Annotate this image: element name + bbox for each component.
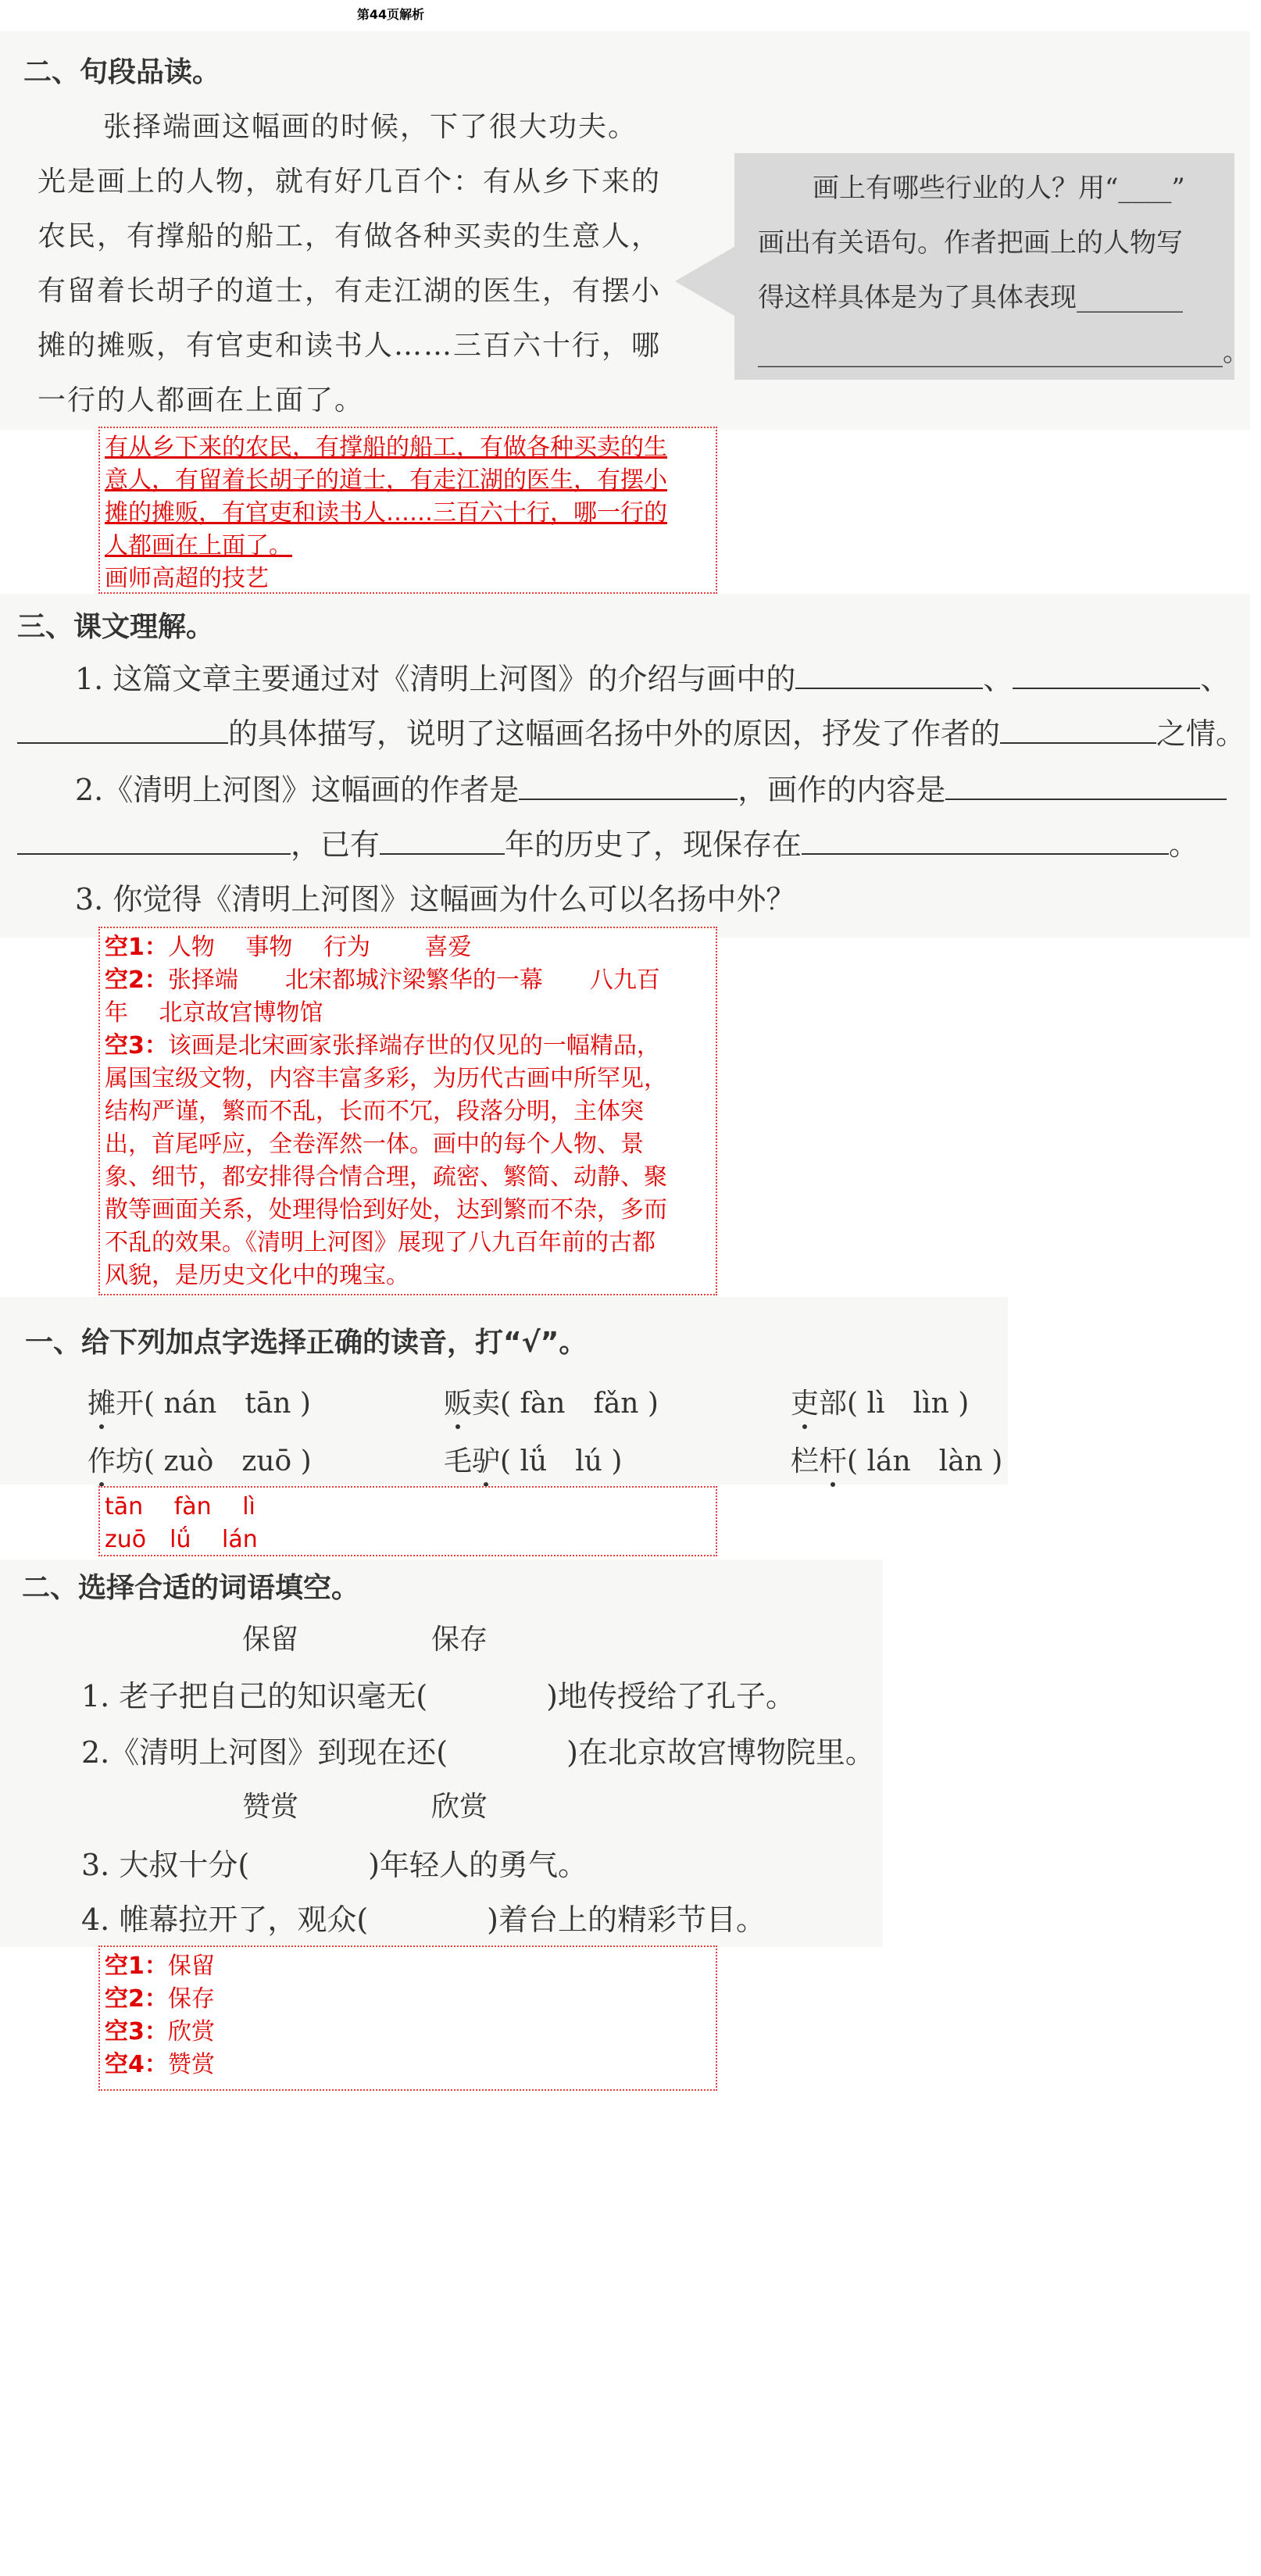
dotted-char: 贩 xyxy=(444,1388,473,1420)
answer-3-cont: 出，首尾呼应，全卷浑然一体。画中的每个人物、景 xyxy=(105,1131,644,1158)
answer-4 xyxy=(105,2049,711,2081)
page-title: 第44页解析 xyxy=(356,7,425,22)
words-answer-box xyxy=(98,1945,717,2091)
q2-blank-2[interactable] xyxy=(945,772,1227,800)
dotted-char: 摊 xyxy=(88,1388,116,1420)
answer-3-cont: 属国宝级文物，内容丰富多彩，为历代古画中所罕见， xyxy=(105,1065,667,1092)
pinyin-options: ( zuò zuō ) xyxy=(144,1445,312,1477)
pinyin-answer-box xyxy=(98,1486,717,1556)
q1-text-c: 之情。 xyxy=(1156,716,1246,751)
word-option: 赞赏 xyxy=(242,1791,299,1823)
fill-sentence-3: 3. 大叔十分( )年轻人的勇气。 xyxy=(81,1848,588,1882)
reading-passage xyxy=(38,100,678,428)
answer-2 xyxy=(105,964,711,997)
answer-text: 保存 xyxy=(167,1985,215,2013)
answer-line: 有从乡下来的农民，有撑船的船工，有做各种买卖的生 xyxy=(105,434,667,461)
dotted-char: 吏 xyxy=(791,1388,820,1420)
passage-line: 一行的人都画在上面了。 xyxy=(38,384,365,416)
reading-title: 二、句段品读。 xyxy=(23,56,221,88)
fill-sentence-2: 2.《清明上河图》到现在还( )在北京故宫博物院里。 xyxy=(81,1735,875,1770)
answer-1 xyxy=(105,931,711,964)
fill-sentence-1: 1. 老子把自己的知识毫无( )地传授给了孔子。 xyxy=(81,1679,795,1713)
answer-label: 空4： xyxy=(105,2051,168,2078)
word-rest: 坊 xyxy=(116,1445,145,1477)
answer-text: 赞赏 xyxy=(167,2051,215,2078)
word-rest: 栏 xyxy=(791,1445,820,1477)
q2-text-c: ，已有 xyxy=(291,827,380,862)
answer-text: 保留 xyxy=(167,1953,215,1980)
answer-line: 人都画在上面了。 xyxy=(105,532,292,559)
word-rest: 毛 xyxy=(444,1445,473,1477)
pinyin-options: ( fàn fǎn ) xyxy=(500,1388,659,1420)
q2-text-b: ，画作的内容是 xyxy=(738,773,946,807)
q3-line: 3. 你觉得《清明上河图》这幅画为什么可以名扬中外？ xyxy=(75,882,796,916)
q2-line1 xyxy=(75,766,1227,809)
answer-3-cont: 不乱的效果。《清明上河图》展现了八九百年前的古都 xyxy=(105,1229,656,1256)
answer-1 xyxy=(105,1950,711,1983)
pinyin-title: 一、给下列加点字选择正确的读音，打“√”。 xyxy=(25,1327,588,1359)
q1-text-b: 的具体描写，说明了这幅画名扬中外的原因，抒发了作者的 xyxy=(228,716,1001,751)
word-option: 保存 xyxy=(431,1624,488,1656)
callout-line: 画上有哪些行业的人？用“____” xyxy=(813,173,1185,204)
word-rest: 部 xyxy=(819,1388,848,1420)
q2-text-d: 年的历史了，现保存在 xyxy=(505,827,802,862)
pinyin-item[interactable] xyxy=(791,1439,1002,1479)
word-option: 欣赏 xyxy=(431,1791,488,1823)
answer-3 xyxy=(105,2016,711,2049)
q1-sep-1: 、 xyxy=(983,662,1013,696)
answer-line: tān fàn lì xyxy=(105,1493,255,1520)
pinyin-item[interactable] xyxy=(791,1381,969,1421)
q2-blank-4[interactable] xyxy=(380,827,505,855)
answer-3-cont: 结构严谨，繁而不乱，长而不冗，段落分明，主体突 xyxy=(105,1098,644,1125)
passage-line: 摊的摊贩，有官吏和读书人……三百六十行，哪 xyxy=(38,330,662,362)
understanding-answer-box xyxy=(98,927,717,1295)
answer-label: 空1： xyxy=(105,1953,168,1980)
q2-blank-1[interactable] xyxy=(519,772,738,800)
dotted-char: 驴 xyxy=(472,1445,501,1477)
fill-sentence-4: 4. 帷幕拉开了，观众( )着台上的精彩节目。 xyxy=(81,1903,766,1937)
q1-blank-2[interactable] xyxy=(1013,661,1200,689)
pinyin-options: ( lán làn ) xyxy=(847,1445,1003,1477)
answer-3 xyxy=(105,1030,711,1063)
pinyin-item[interactable] xyxy=(88,1381,311,1421)
pinyin-item[interactable] xyxy=(444,1381,659,1421)
q2-text-e: 。 xyxy=(1169,827,1199,862)
answer-text: 欣赏 xyxy=(167,2018,215,2045)
answer-line: 摊的摊贩，有官吏和读书人……三百六十行，哪一行的 xyxy=(105,499,667,527)
words-title: 二、选择合适的词语填空。 xyxy=(22,1572,360,1604)
word-rest: 卖 xyxy=(472,1388,501,1420)
q1-line1 xyxy=(75,655,1230,698)
q2-blank-5[interactable] xyxy=(802,827,1169,855)
q2-blank-3[interactable] xyxy=(17,827,291,855)
answer-line: 意人，有留着长胡子的道士，有走江湖的医生，有摆小 xyxy=(105,466,667,494)
answer-3-cont: 象、细节，都安排得合情合理，疏密、繁简、动静、聚 xyxy=(105,1163,667,1191)
answer-3-cont: 散等画面关系，处理得恰到好处，达到繁而不杂，多而 xyxy=(105,1196,667,1224)
pinyin-item[interactable] xyxy=(444,1439,622,1479)
q1-blank-3[interactable] xyxy=(17,716,228,744)
answer-3-cont: 风貌，是历史文化中的瑰宝。 xyxy=(105,1262,409,1289)
q1-blank-4[interactable] xyxy=(1000,716,1156,744)
word-rest: 开 xyxy=(116,1388,145,1420)
pinyin-options: ( lì lìn ) xyxy=(847,1388,970,1420)
dotted-char: 作 xyxy=(88,1445,116,1477)
callout-pointer xyxy=(673,234,744,328)
pinyin-options: ( lǘ lú ) xyxy=(500,1445,623,1477)
callout-line: 得这样具体是为了具体表现________ xyxy=(758,282,1183,313)
passage-line: 张择端画这幅画的时候，下了很大功夫。 xyxy=(103,111,638,143)
answer-text: 张择端 北宋都城汴梁繁华的一幕 八九百 xyxy=(167,966,660,994)
answer-label: 空2： xyxy=(105,966,168,994)
answer-line: 画师高超的技艺 xyxy=(105,565,269,592)
understanding-title: 三、课文理解。 xyxy=(17,611,215,643)
q1-text-a: 1. 这篇文章主要通过对《清明上河图》的介绍与画中的 xyxy=(75,662,796,696)
passage-line: 光是画上的人物，就有好几百个：有从乡下来的 xyxy=(38,166,662,198)
answer-text: 人物 事物 行为 喜爱 xyxy=(167,934,472,961)
q1-blank-1[interactable] xyxy=(795,661,983,689)
callout-line: ___________________________________。 xyxy=(758,337,1249,368)
word-option: 保留 xyxy=(242,1624,299,1656)
answer-text: 该画是北宋画家张择端存世的仅见的一幅精品， xyxy=(167,1032,660,1059)
pinyin-item[interactable] xyxy=(88,1439,312,1479)
reading-answer-box xyxy=(98,427,717,594)
passage-line: 有留着长胡子的道士，有走江湖的医生，有摆小 xyxy=(38,275,662,307)
answer-label: 空1： xyxy=(105,934,168,961)
answer-label: 空2： xyxy=(105,1985,168,2013)
pinyin-options: ( nán tān ) xyxy=(144,1388,311,1420)
q1-sep-2: 、 xyxy=(1200,662,1231,696)
passage-line: 农民，有撑船的船工，有做各种买卖的生意人， xyxy=(38,220,662,252)
answer-label: 空3： xyxy=(105,2018,168,2045)
answer-2 xyxy=(105,1983,711,2016)
q1-line2 xyxy=(17,709,1245,752)
answer-label: 空3： xyxy=(105,1032,168,1059)
answer-line: zuō lǘ lán xyxy=(105,1526,258,1553)
answer-2-cont: 年 北京故宫博物馆 xyxy=(105,999,323,1027)
q2-text-a: 2.《清明上河图》这幅画的作者是 xyxy=(75,773,520,807)
dotted-char: 杆 xyxy=(819,1445,848,1477)
callout-line: 画出有关语句。作者把画上的人物写 xyxy=(758,227,1183,259)
callout-box xyxy=(734,153,1249,380)
q2-line2 xyxy=(17,820,1198,863)
